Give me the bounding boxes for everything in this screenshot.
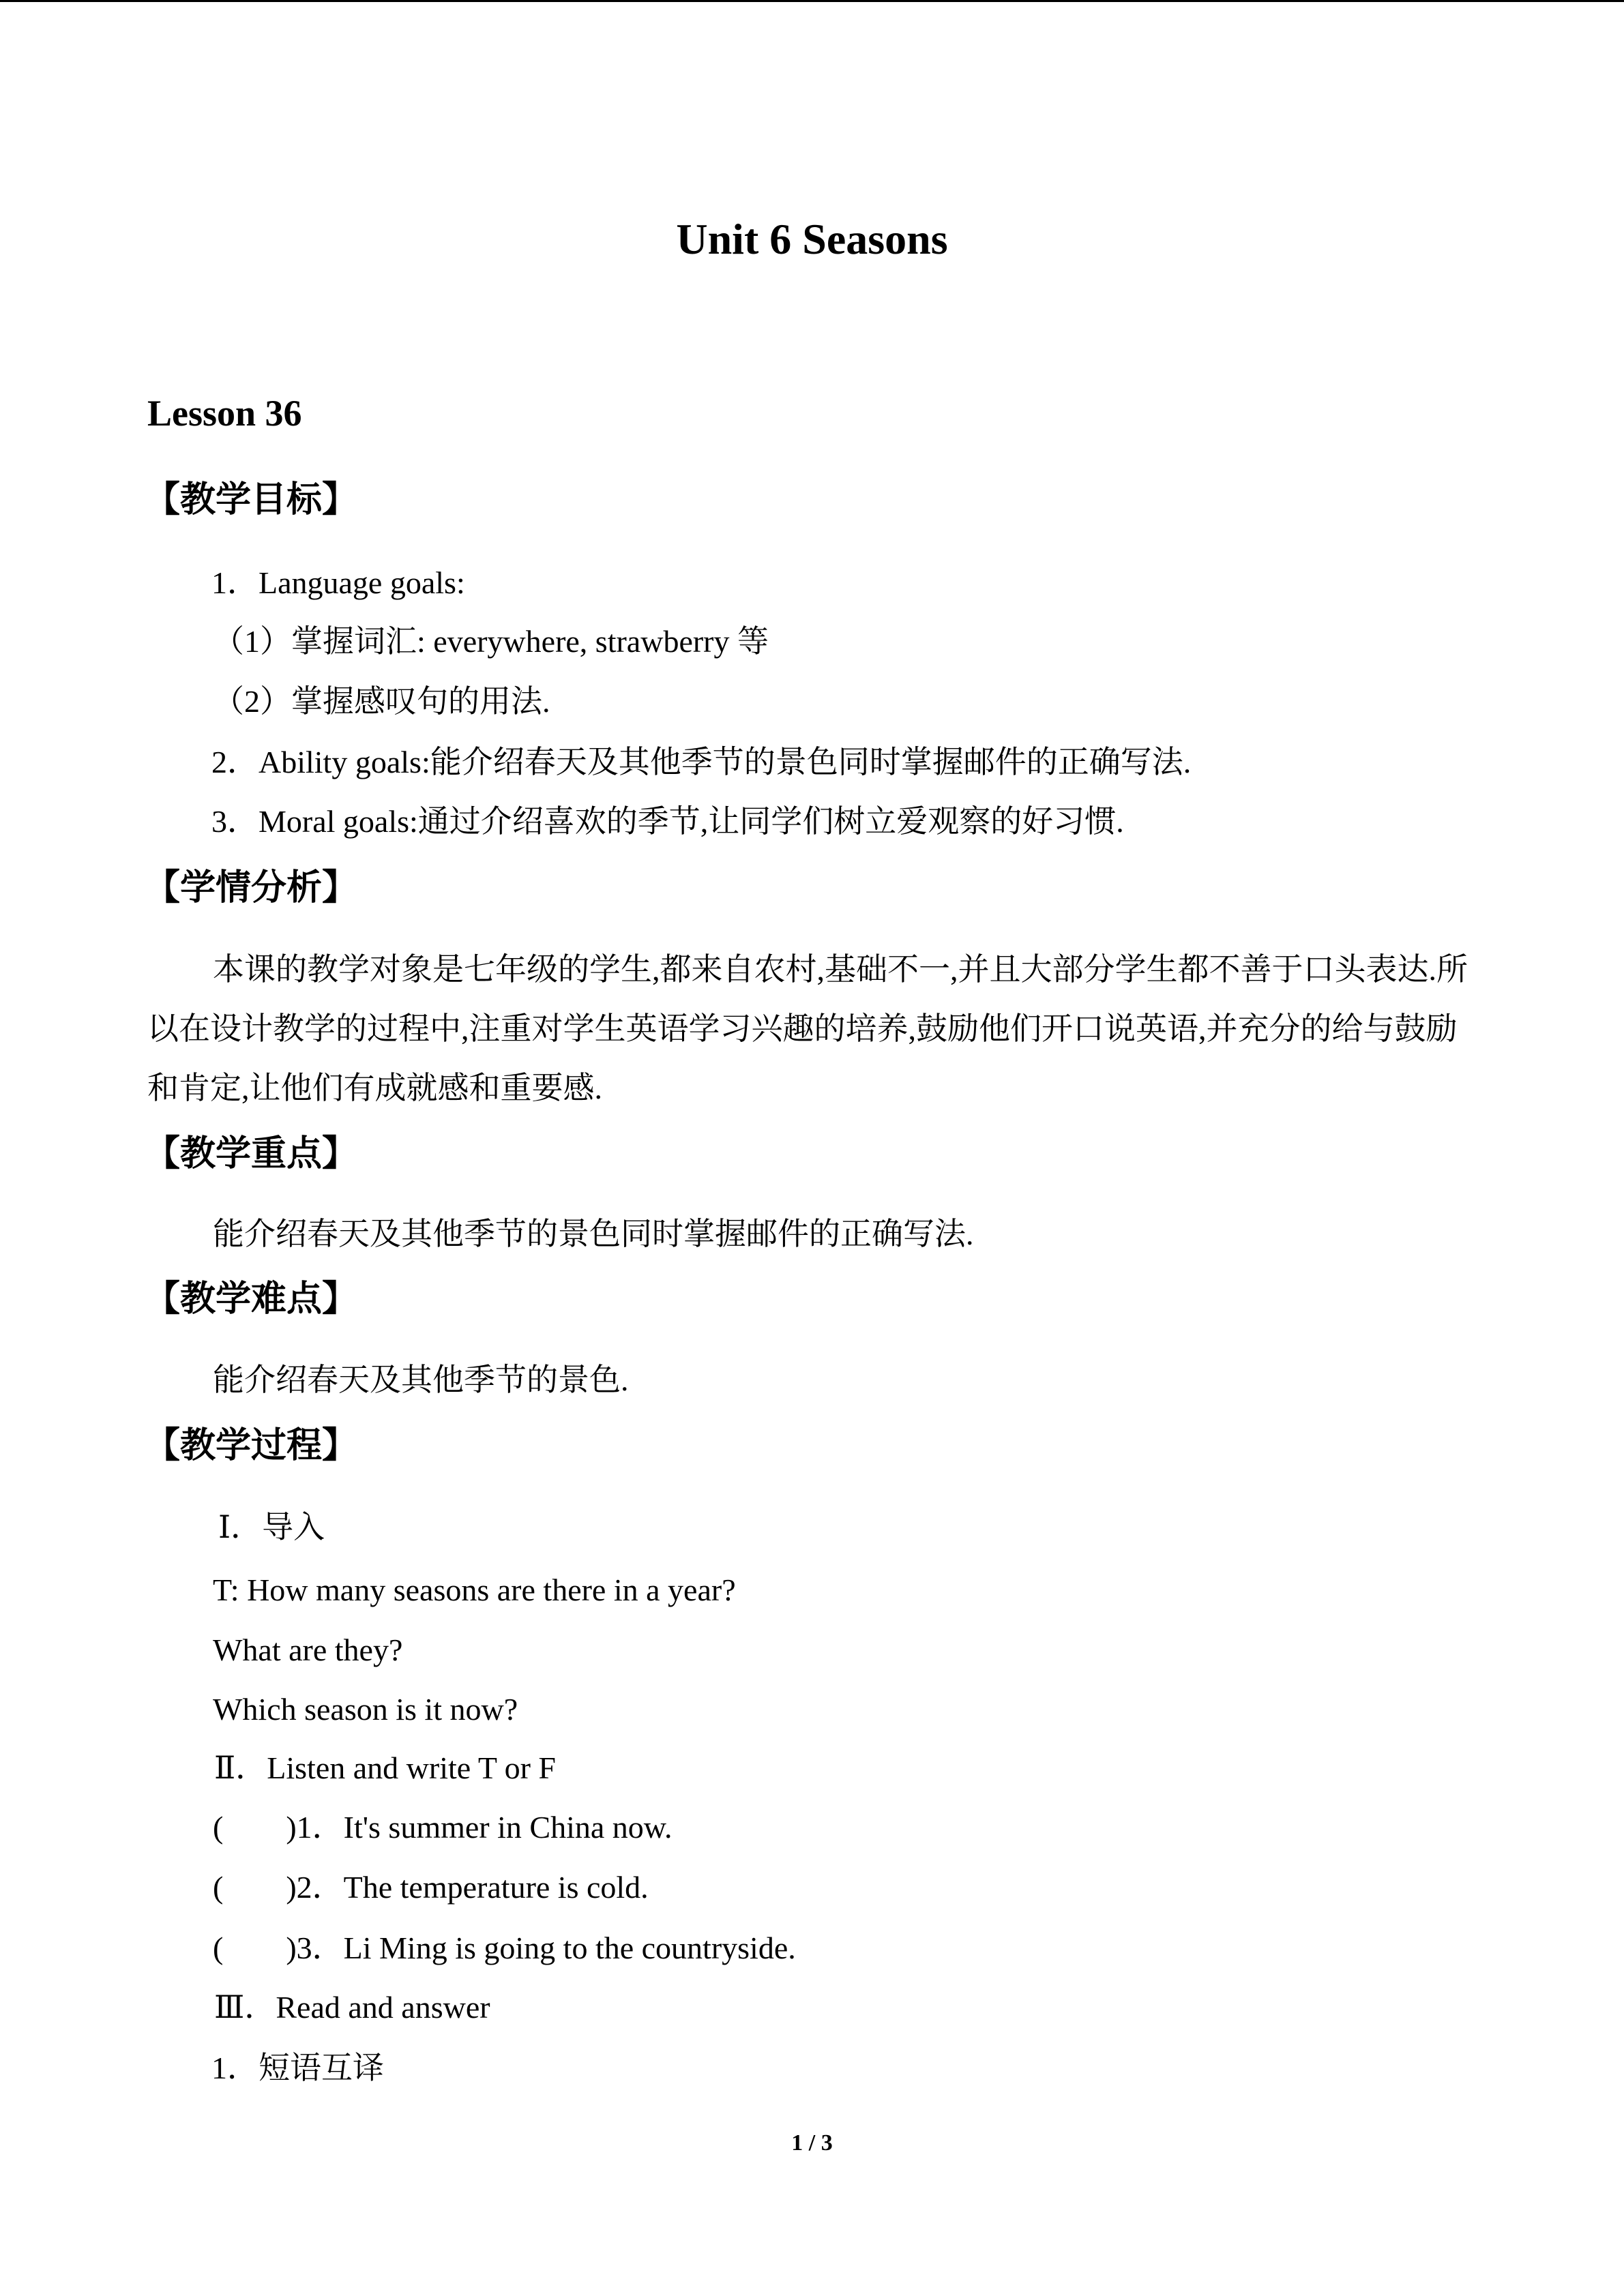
analysis-paragraph: 本课的教学对象是七年级的学生,都来自农村,基础不一,并且大部分学生都不善于口头表达.所以在设计教学的过程中,注重对学生英语学习兴趣的培养,鼓励他们开口说英语,并充分的给与鼓励和肯定,让他们有成就感和重要感. <box>147 952 1468 1105</box>
top-border <box>0 0 1624 2</box>
document-title: Unit 6 Seasons <box>676 215 948 263</box>
goal-line: 3．Moral goals:通过介绍喜欢的季节,让同学们树立爱观察的好习惯. <box>211 804 1124 839</box>
heading-teaching-goals: 【教学目标】 <box>145 479 358 520</box>
process-line: Ⅰ．导入 <box>218 1510 325 1545</box>
page-number: 1 / 3 <box>791 2130 833 2156</box>
goal-line: （1）掌握词汇: everywhere, strawberry 等 <box>213 624 769 659</box>
process-line: Which season is it now? <box>213 1692 518 1727</box>
process-line: Ⅲ．Read and answer <box>214 1990 490 2025</box>
process-line: 1．短语互译 <box>211 2051 384 2085</box>
goal-line: 1．Language goals: <box>211 565 465 600</box>
true-false-item: ( )1．It's summer in China now. <box>213 1810 673 1845</box>
difficult-points-text: 能介绍春天及其他季节的景色. <box>213 1362 629 1397</box>
heading-difficult-points: 【教学难点】 <box>145 1279 358 1320</box>
heading-teaching-process: 【教学过程】 <box>145 1425 358 1466</box>
key-points-text: 能介绍春天及其他季节的景色同时掌握邮件的正确写法. <box>213 1217 974 1251</box>
goal-line: （2）掌握感叹句的用法. <box>213 684 550 719</box>
heading-student-analysis: 【学情分析】 <box>145 867 358 908</box>
lesson-label: Lesson 36 <box>147 393 302 434</box>
goal-line: 2．Ability goals:能介绍春天及其他季节的景色同时掌握邮件的正确写法. <box>211 745 1192 779</box>
process-line: What are they? <box>213 1632 403 1667</box>
process-line: Ⅱ．Listen and write T or F <box>214 1750 557 1785</box>
true-false-item: ( )3．Li Ming is going to the countryside. <box>213 1930 796 1965</box>
true-false-item: ( )2．The temperature is cold. <box>213 1870 649 1905</box>
heading-key-points: 【教学重点】 <box>145 1133 358 1174</box>
process-line: T: How many seasons are there in a year? <box>213 1572 736 1607</box>
